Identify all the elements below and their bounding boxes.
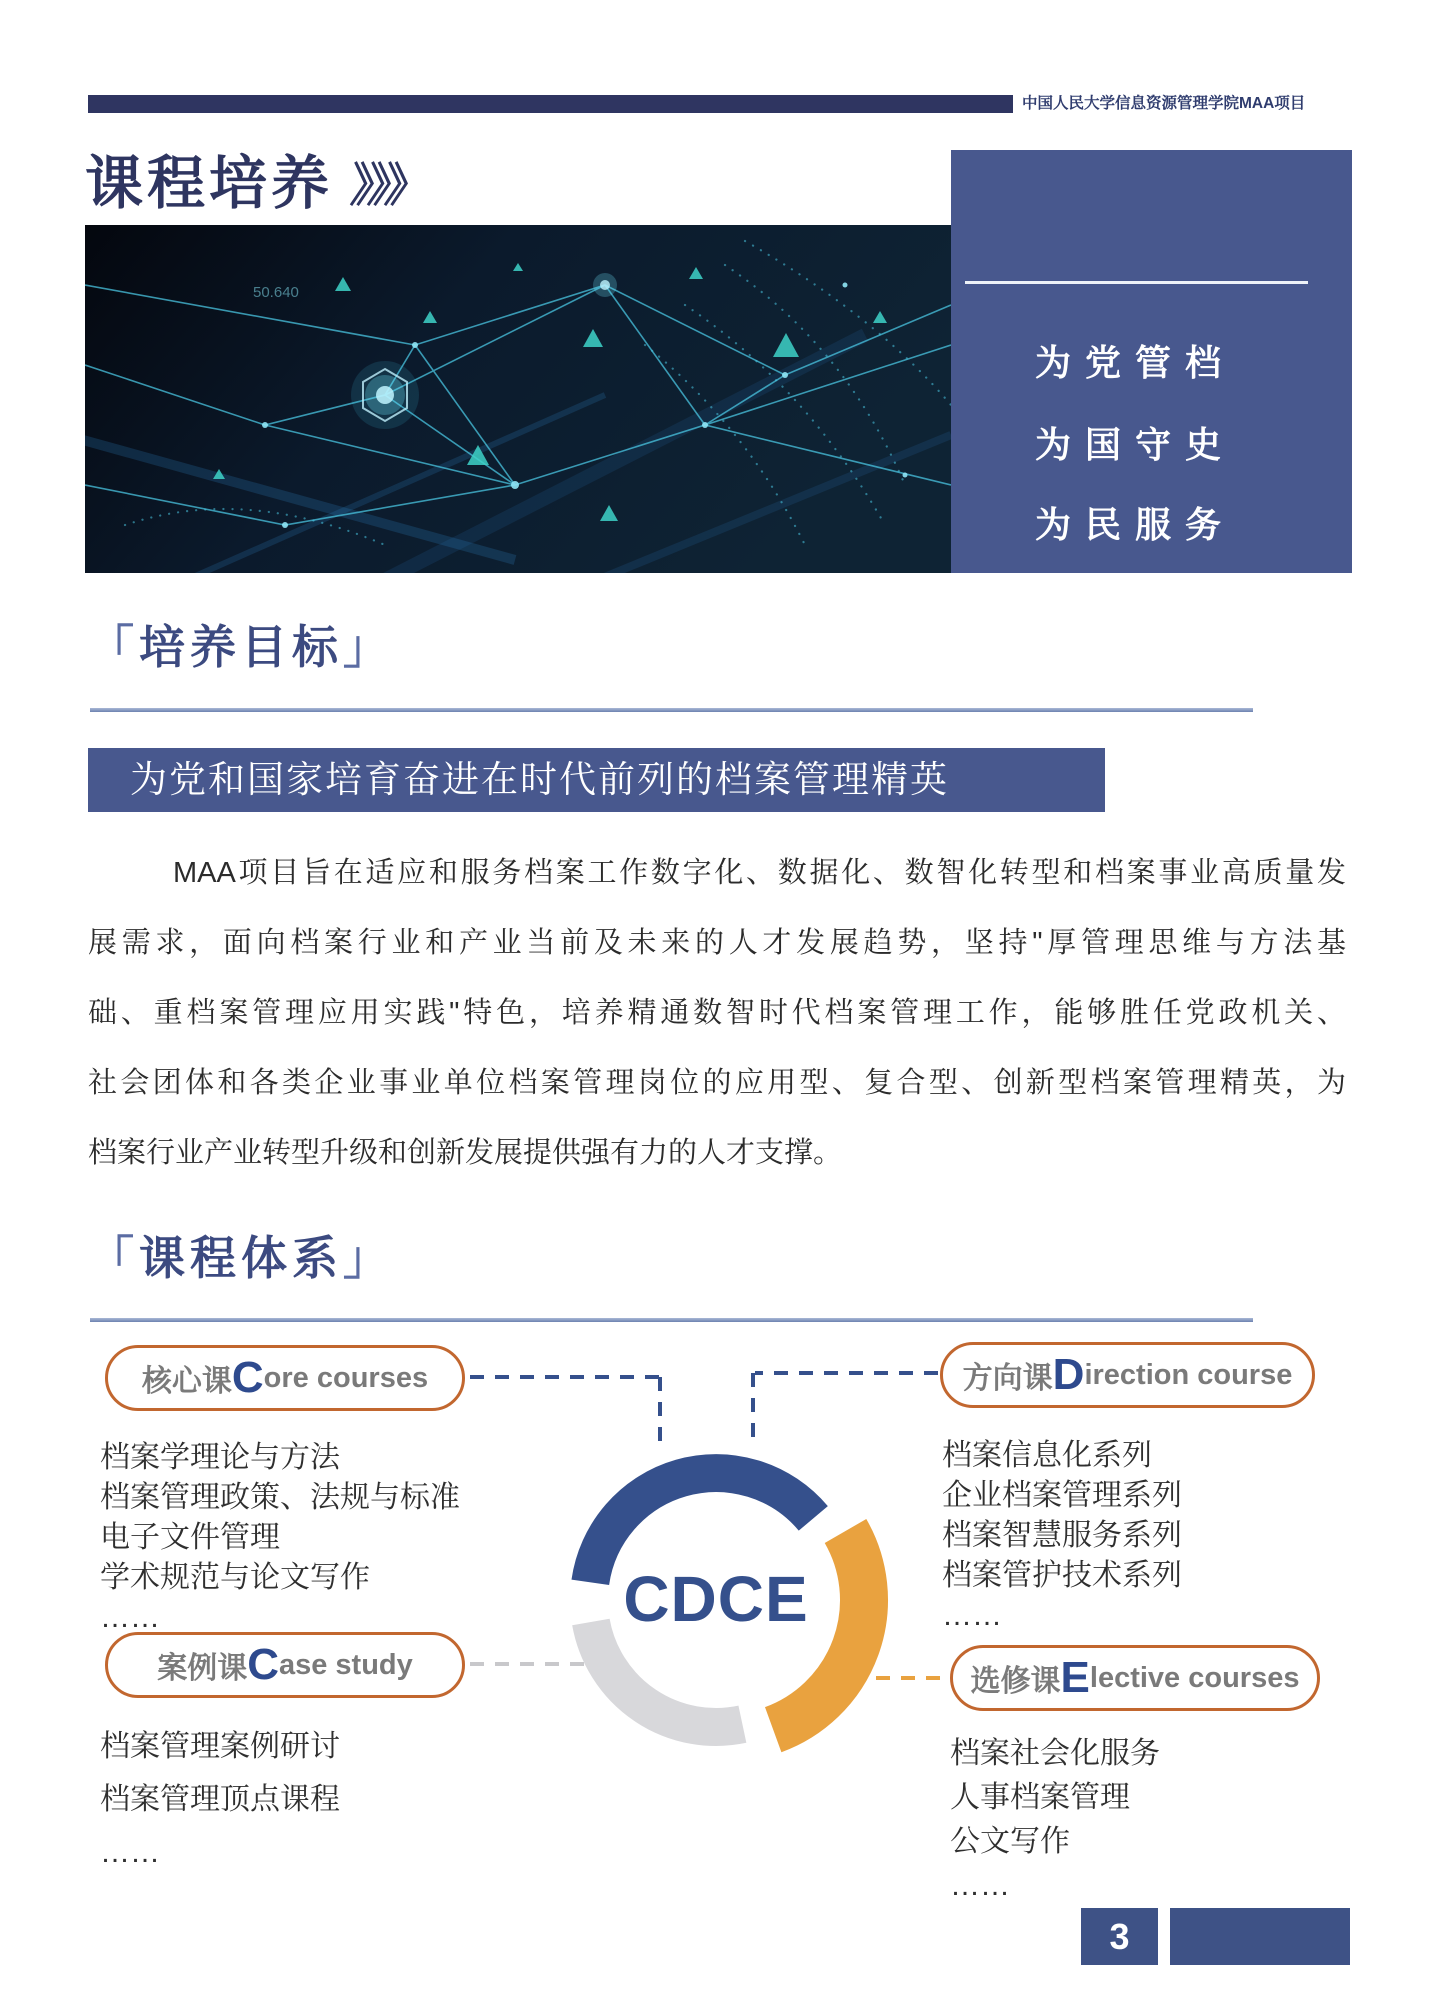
goal-paragraph (88, 838, 1346, 1188)
donut-arc-gray (591, 1622, 743, 1727)
hero-network-image (85, 225, 951, 573)
slogan-box (951, 150, 1352, 573)
list-item: 档案社会化服务 (950, 1737, 1160, 1770)
hero-artwork (85, 225, 951, 573)
case-course-list (100, 1720, 340, 1879)
pill-en: lective courses (1089, 1661, 1300, 1694)
list-item: 学术规范与论文写作 (100, 1561, 370, 1594)
list-item: 档案智慧服务系列 (942, 1519, 1182, 1552)
list-item: 档案信息化系列 (942, 1439, 1152, 1472)
direction-course-list (942, 1436, 1182, 1636)
paragraph-line: 社会团体和各类企业事业单位档案管理岗位的应用型、复合型、创新型档案管理精英，为 (88, 1067, 1346, 1099)
header-rule-bar (88, 95, 1013, 113)
page-number-badge: 3 (1081, 1908, 1158, 1965)
list-item: 档案管理案例研讨 (100, 1730, 340, 1763)
section-rule (90, 1318, 1253, 1322)
section-heading-goal (88, 615, 394, 679)
pill-zh: 核心课 (141, 1365, 232, 1398)
section-rule (90, 708, 1253, 712)
slogan-line: 为党管档 (1035, 342, 1236, 383)
list-item: 档案学理论与方法 (100, 1441, 340, 1474)
list-item: 电子文件管理 (100, 1521, 280, 1554)
list-item: …… (942, 1599, 1002, 1632)
section-title-system: 课程体系 (139, 1232, 343, 1284)
pill-zh: 选修课 (970, 1665, 1061, 1698)
corner-bracket-close: 」 (343, 1232, 394, 1284)
pill-capital: C (231, 1353, 264, 1402)
pill-elective-courses (950, 1645, 1320, 1711)
list-item: 档案管护技术系列 (942, 1559, 1182, 1592)
pill-core-courses (105, 1345, 465, 1411)
section-heading-system (88, 1226, 394, 1290)
pill-direction-course (940, 1342, 1315, 1408)
section-title-goal: 培养目标 (139, 621, 343, 673)
corner-bracket-open: 「 (88, 1232, 139, 1284)
list-item: 档案管理政策、法规与标准 (100, 1481, 460, 1514)
footer-accent-block (1170, 1908, 1350, 1965)
paragraph-line: 展需求，面向档案行业和产业当前及未来的人才发展趋势，坚持"厚管理思维与方法基 (88, 927, 1346, 959)
pill-zh: 案例课 (157, 1652, 248, 1685)
corner-bracket-open: 「 (88, 621, 139, 673)
list-item: …… (100, 1836, 160, 1869)
slogan-line: 为国守史 (1035, 424, 1236, 465)
hero-figure-label: 50.640 (253, 284, 299, 301)
triple-chevron-icon: 》》》 (348, 159, 428, 211)
paragraph-line: 档案行业产业转型升级和创新发展提供强有力的人才支撑。 (88, 1137, 843, 1169)
course-system-diagram (0, 1330, 1433, 1902)
pill-zh: 方向课 (962, 1362, 1053, 1395)
page-title-text: 课程培养 (85, 151, 334, 216)
pill-capital: D (1052, 1350, 1085, 1399)
list-item: 档案管理顶点课程 (100, 1783, 340, 1816)
list-item: …… (100, 1601, 160, 1634)
paragraph-line: MAA项目旨在适应和服务档案工作数字化、数据化、数智化转型和档案事业高质量发 (173, 857, 1346, 889)
goal-banner: 为党和国家培育奋进在时代前列的档案管理精英 (88, 748, 1105, 812)
hero-bg (85, 225, 951, 573)
header-affiliation: 中国人民大学信息资源管理学院MAA项目 (1022, 95, 1306, 112)
pill-capital: C (247, 1640, 279, 1689)
slogan-divider (965, 281, 1308, 284)
pill-en: ase study (278, 1648, 413, 1681)
pill-case-study (105, 1632, 465, 1698)
corner-bracket-close: 」 (343, 621, 394, 673)
core-course-list (100, 1438, 460, 1638)
elective-course-list (950, 1732, 1160, 1908)
donut-center-label: CDCE (623, 1563, 809, 1635)
slogan-line: 为民服务 (1035, 504, 1236, 545)
list-item: 企业档案管理系列 (942, 1479, 1182, 1512)
page-title (85, 146, 428, 222)
paragraph-line: 础、重档案管理应用实践"特色，培养精通数智时代档案管理工作，能够胜任党政机关、 (88, 997, 1346, 1029)
pill-capital: E (1060, 1653, 1090, 1702)
list-item: 人事档案管理 (950, 1781, 1130, 1814)
list-item: …… (950, 1869, 1010, 1902)
pill-en: ore courses (263, 1361, 429, 1394)
list-item: 公文写作 (950, 1825, 1070, 1858)
pill-en: irection course (1084, 1358, 1293, 1391)
